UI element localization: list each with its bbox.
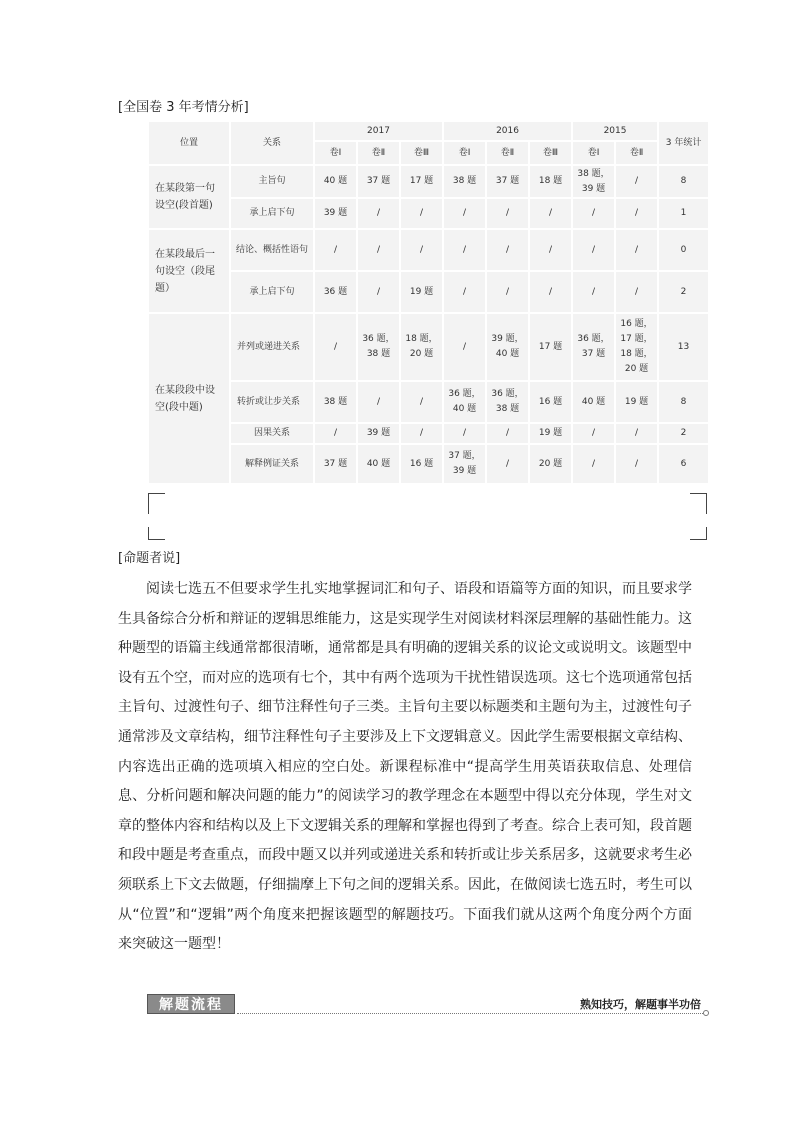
table-cell: / — [616, 445, 657, 483]
banner-end-circle-icon — [703, 1010, 709, 1016]
row-relation: 承上启下句 — [231, 199, 313, 228]
table-cell: 17 题 — [401, 166, 442, 197]
table-cell: / — [358, 272, 399, 312]
table-cell: 37 题 — [487, 166, 528, 197]
bracket-top-right — [690, 493, 707, 514]
header-summary: 3 年统计 — [659, 122, 708, 164]
table-cell: 37 题 — [315, 445, 356, 483]
table-cell: 40 题 — [573, 382, 614, 422]
table-cell: / — [573, 445, 614, 483]
table-cell: / — [573, 199, 614, 228]
table-cell: / — [530, 199, 571, 228]
table-cell: 38 题 — [315, 382, 356, 422]
header-paper: 卷Ⅱ — [487, 142, 528, 164]
table-cell: / — [444, 272, 485, 312]
row-total: 0 — [659, 230, 708, 270]
group-position: 在某段段中设空(段中题) — [149, 314, 229, 483]
table-row — [149, 314, 708, 380]
table-row — [149, 382, 708, 422]
table-cell: / — [616, 230, 657, 270]
table-cell: / — [487, 424, 528, 443]
table-cell: / — [358, 199, 399, 228]
table-cell: 16 题 — [401, 445, 442, 483]
table-row — [149, 166, 708, 197]
table-cell: / — [444, 199, 485, 228]
table-cell: / — [616, 166, 657, 197]
table-cell: / — [315, 314, 356, 380]
table-cell: / — [358, 382, 399, 422]
table-cell: 37 题 — [358, 166, 399, 197]
table-cell: 36 题 — [315, 272, 356, 312]
table-cell: 38 题，39 题 — [573, 166, 614, 197]
table-cell: 16 题 — [530, 382, 571, 422]
table-cell: 39 题 — [358, 424, 399, 443]
table-cell: / — [487, 445, 528, 483]
table-row — [149, 230, 708, 270]
row-total: 6 — [659, 445, 708, 483]
banner-slogan: 熟知技巧，解题事半功倍 — [580, 998, 701, 1011]
row-total: 13 — [659, 314, 708, 380]
row-total: 1 — [659, 199, 708, 228]
header-paper: 卷Ⅱ — [616, 142, 657, 164]
header-year-2016: 2016 — [444, 122, 571, 140]
table-cell: / — [616, 199, 657, 228]
bracket-bottom-right — [690, 527, 707, 540]
header-position: 位置 — [149, 122, 229, 164]
table-cell: 39 题，40 题 — [487, 314, 528, 380]
header-paper: 卷Ⅱ — [358, 142, 399, 164]
table-cell: 40 题 — [358, 445, 399, 483]
table-cell: / — [616, 272, 657, 312]
table-cell: / — [315, 424, 356, 443]
header-paper: 卷Ⅰ — [444, 142, 485, 164]
commentary-paragraph: 阅读七选五不但要求学生扎实地掌握词汇和句子、语段和语篇等方面的知识，而且要求学生具备综合分析和辩证的逻辑思维能力，这是实现学生对阅读材料深层理解的基础性能力。这种题型的语篇主线通常都很清晰，通常都是具有明确的逻辑关系的议论文或说明文。该题型中设有五个空，而对应的选项有七个，其中有两个选项为干扰性错误选项。这七个选项通常包括主旨句、过渡性句子、细节注释性句子三类。主旨句主要以标题类和主题句为主，过渡性句子通常涉及文章结构，细节注释性句子主要涉及上下文逻辑意义。因此学生需要根据文章结构、内容选出正确的选项填入相应的空白处。新课程标准中“提高学生用英语获取信息、处理信息、分析问题和解决问题的能力”的阅读学习的教学理念在本题型中得以充分体现，学生对文章的整体内容和结构以及上下文逻辑关系的理解和掌握也得到了考查。综合上表可知，段首题和段中题是考查重点，而段中题又以并列或递进关系和转折或让步关系居多，这就要求考生必须联系上下文去做题，仔细揣摩上下句之间的逻辑关系。因此，在做阅读七选五时，考生可以从“位置”和“逻辑”两个角度来把握该题型的解题技巧。下面我们就从这两个角度分两个方面来突破这一题型！ — [118, 581, 692, 953]
header-year-2015: 2015 — [573, 122, 657, 140]
table-cell: 18 题，20 题 — [401, 314, 442, 380]
table-cell: / — [616, 424, 657, 443]
section-banner — [147, 992, 709, 1022]
banner-label: 解题流程 — [147, 994, 235, 1014]
commentary-body — [118, 575, 692, 960]
row-relation: 承上启下句 — [231, 272, 313, 312]
table-cell: / — [487, 272, 528, 312]
table-cell: / — [444, 424, 485, 443]
table-cell: 16 题，17 题，18 题，20 题 — [616, 314, 657, 380]
table-cell: / — [530, 272, 571, 312]
table-cell: 37 题，39 题 — [444, 445, 485, 483]
statistics-table — [147, 120, 710, 485]
table-cell: / — [487, 199, 528, 228]
row-relation: 主旨句 — [231, 166, 313, 197]
table-cell: / — [573, 424, 614, 443]
table-cell: / — [530, 230, 571, 270]
bracket-bottom-left — [148, 527, 165, 540]
table-cell: / — [444, 314, 485, 380]
table-cell: 17 题 — [530, 314, 571, 380]
table-cell: 36 题，37 题 — [573, 314, 614, 380]
table-cell: / — [401, 382, 442, 422]
table-cell: 40 题 — [315, 166, 356, 197]
group-position: 在某段第一句设空(段首题) — [149, 166, 229, 228]
bracket-top-left — [148, 493, 165, 514]
table-cell: 39 题 — [315, 199, 356, 228]
table-cell: / — [401, 230, 442, 270]
table-cell: / — [401, 424, 442, 443]
table-row — [149, 424, 708, 443]
table-row — [149, 445, 708, 483]
header-paper: 卷Ⅲ — [401, 142, 442, 164]
row-total: 2 — [659, 272, 708, 312]
row-relation: 结论、概括性语句 — [231, 230, 313, 270]
table-cell: / — [573, 230, 614, 270]
table-cell: 18 题 — [530, 166, 571, 197]
table-cell: / — [401, 199, 442, 228]
table-cell: 19 题 — [616, 382, 657, 422]
header-paper: 卷Ⅰ — [573, 142, 614, 164]
row-total: 8 — [659, 382, 708, 422]
table-cell: 36 题，38 题 — [487, 382, 528, 422]
group-position: 在某段最后一句设空（段尾题） — [149, 230, 229, 312]
header-paper: 卷Ⅲ — [530, 142, 571, 164]
banner-dotted-line — [237, 1013, 705, 1014]
row-relation: 转折或让步关系 — [231, 382, 313, 422]
row-relation: 因果关系 — [231, 424, 313, 443]
header-paper: 卷Ⅰ — [315, 142, 356, 164]
table-cell: 36 题，38 题 — [358, 314, 399, 380]
table-cell: 36 题，40 题 — [444, 382, 485, 422]
commentary-heading: [命题者说] — [118, 551, 181, 566]
table-cell: 19 题 — [530, 424, 571, 443]
table-cell: / — [358, 230, 399, 270]
row-total: 8 — [659, 166, 708, 197]
header-year-2017: 2017 — [315, 122, 442, 140]
table-cell: / — [487, 230, 528, 270]
table-cell: 38 题 — [444, 166, 485, 197]
row-relation: 并列或递进关系 — [231, 314, 313, 380]
section-heading: [全国卷 3 年考情分析] — [118, 100, 249, 115]
table-row — [149, 199, 708, 228]
table-cell: 19 题 — [401, 272, 442, 312]
table-row — [149, 272, 708, 312]
table-cell: 20 题 — [530, 445, 571, 483]
table-cell: / — [315, 230, 356, 270]
row-total: 2 — [659, 424, 708, 443]
row-relation: 解释例证关系 — [231, 445, 313, 483]
table-cell: / — [444, 230, 485, 270]
header-relation: 关系 — [231, 122, 313, 164]
table-cell: / — [573, 272, 614, 312]
statistics-table-wrapper — [147, 120, 708, 485]
